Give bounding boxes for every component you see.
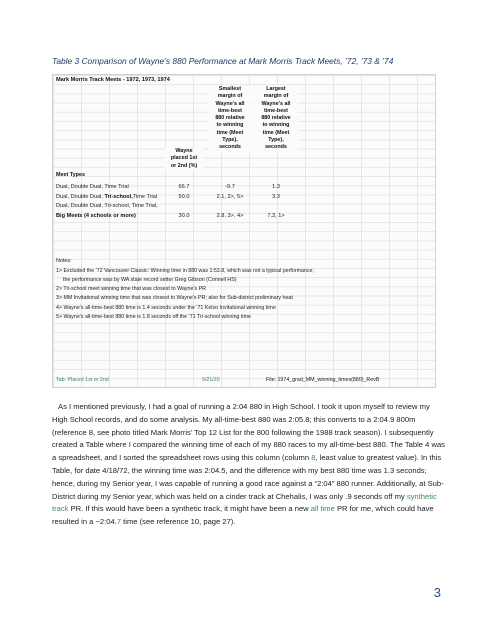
header-line: time (Meet (216, 129, 244, 136)
meet-type-cell (56, 213, 136, 219)
spreadsheet-image (52, 74, 436, 388)
header-line: time-best (218, 107, 242, 114)
header-line: to winning (262, 122, 290, 129)
text-run: As I mentioned previously, I had a goal of running a 2:04 880 in High School. I took it upon myself to review my High School records, and do some analysis. My all-time-best 880 was 2:05.8; this converts to a 2:04.9 800m (reference 8, see photo titled Mark Morris’ Top 12 List for the 800 following the 1988 track season). I subsequently created a Table where I compared the winning time of each of my 880 races to my all-time-best 880. The Table 4 was a spreadsheet, and I sorted the spreadsheet rows using this column (column (52, 402, 445, 463)
highlighted-text: 7 (116, 517, 122, 527)
tab-label: Tab: Placed 1st or 2nd (56, 377, 109, 383)
header-line: Wayne’s all (215, 100, 245, 107)
smallest-margin-cell: 2.1, 2>, 5> (216, 193, 244, 200)
text-run: , least value to greatest value). In this Table, for date 4/18/72, the winning time was 2:04.5, and the difference with my best 880 time was 1.3 seconds; hence, during my Senior year, I was capable of running a good race against a “2:04” 880 runner. Additionally, at Sub-District during my Senior year, which was held on a cinder track at Chehalis, I was only .9 seconds off my (52, 453, 444, 501)
header-placed (165, 148, 203, 170)
text-run: PR. If this would have been a synthetic track, it might have been a new (68, 504, 311, 514)
header-line: or 2nd (%) (170, 162, 198, 169)
footer-file: File: 1974_grad_MM_winning_times(880)_RevB (266, 377, 380, 383)
note-item: 4> Wayne’s all-time-best 880 time is 1.4 seconds under the ’71 Kelso Invitational winning time (56, 304, 276, 311)
table-row (56, 184, 306, 193)
text-run: PR for me, which could have resulted in a ~2:04. (52, 504, 434, 527)
header-line: seconds (219, 144, 241, 151)
body-paragraph (52, 401, 446, 529)
smallest-margin-cell: -9.7 (225, 184, 235, 190)
footer-date: 9/21/20 (202, 377, 220, 383)
paragraph-text (52, 401, 446, 529)
largest-margin-cell: 1.3 (272, 184, 280, 190)
smallest-margin-cell: 2.8, 3>, 4> (216, 212, 244, 219)
page-number: 3 (433, 585, 441, 600)
header-line: 880 relative (215, 115, 245, 122)
header-line: placed 1st (170, 155, 198, 162)
table-row (56, 203, 306, 212)
table-row (56, 194, 306, 203)
meet-type-text: Dual, Double Dual, (56, 193, 105, 200)
highlighted-text: all time (310, 504, 335, 514)
meet-type-cell (56, 194, 157, 200)
meet-type-cell (56, 203, 158, 209)
header-line: margin of (263, 93, 289, 100)
header-line: time (Meet (262, 129, 290, 136)
meet-type-bold: Tri-school, (104, 193, 133, 200)
note-item: 1> Excluded the ’72 Vancouver Classic: Winning time in 880 was 1:53.8, which was not a typical performance; (56, 267, 314, 274)
note-item: 3> MM Invitational winning time that was closest to Wayne’s PR; also for Sub-district preliminary heat (56, 295, 293, 301)
highlighted-text: 8 (311, 453, 316, 463)
header-line: Wayne (175, 148, 193, 154)
header-meet-types: Meet Types (56, 172, 85, 178)
note-item: 5> Wayne’s all-time-best 880 time is 1.8 seconds off the ’71 Tri-school winning time (56, 313, 251, 320)
notes-label: Notes: (56, 258, 72, 264)
header-line: seconds (265, 144, 287, 151)
header-line: 880 relative (261, 115, 291, 122)
meet-type-text: Dual, Double Dual, Time Trial (56, 184, 129, 190)
placed-cell: 66.7 (178, 184, 190, 190)
note-item: 2> Tri-school meet winning time that was closest to Wayne’s PR (56, 286, 206, 292)
highlighted-text: synthetic track (52, 491, 437, 514)
header-line: to winning (216, 122, 244, 129)
largest-margin-cell: 7.3, 1> (267, 212, 285, 219)
sheet-footer (56, 377, 432, 385)
header-line: Largest (266, 86, 286, 92)
sheet-title: Mark Morris Track Meets - 1972, 1973, 1974 (56, 77, 170, 83)
header-line: Smallest (218, 86, 242, 92)
text-run: time (see reference 10, page 27). (121, 517, 236, 527)
header-line: margin of (217, 93, 243, 100)
meet-type-text: Dual, Double Dual, Tri-school, Time Trial, (56, 203, 158, 209)
meet-type-cell (56, 184, 129, 190)
table-caption: Table 3 Comparison of Wayne’s 880 Performance at Mark Morris Track Meets, ’72, ’73 & ’74 (52, 56, 394, 66)
meet-type-text: Time Trial (132, 193, 158, 200)
header-line: Wayne’s all (261, 100, 291, 107)
header-line: Type), (222, 137, 238, 144)
header-largest-margin (254, 86, 298, 152)
header-smallest-margin (208, 86, 252, 152)
placed-cell: 30.0 (178, 212, 190, 219)
header-line: Type), (268, 137, 284, 144)
largest-margin-cell: 3.3 (272, 193, 280, 200)
header-line: time-best (264, 107, 288, 114)
meet-type-bold: Big Meets (4 schools or more) (56, 212, 136, 219)
placed-cell: 50.0 (178, 193, 190, 200)
note-item: the performance was by WA state record setter Greg Gibson (Connell HS) (63, 276, 237, 283)
table-row (56, 213, 306, 222)
